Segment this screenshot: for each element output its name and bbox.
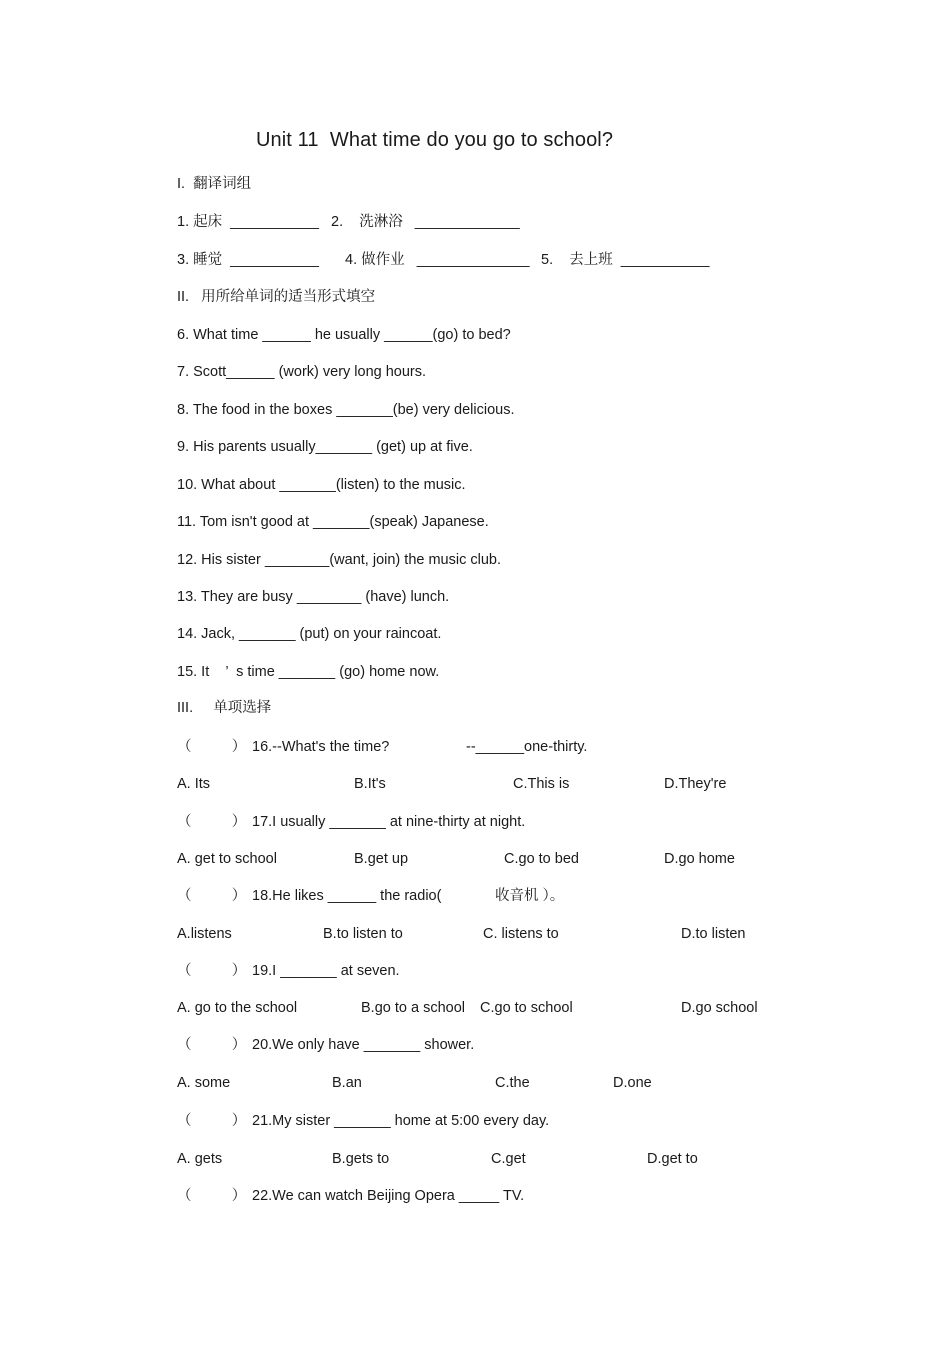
section-heading-fill-in: II. 用所给单词的适当形式填空 — [177, 289, 376, 305]
page-title: Unit 11 What time do you go to school? — [256, 129, 614, 151]
answer-bracket: （ ） — [177, 1113, 247, 1129]
answer-bracket: （ ） — [177, 888, 247, 904]
option-a: A.listens — [177, 926, 232, 942]
option-a: A. some — [177, 1075, 231, 1091]
option-c: C.go to bed — [504, 851, 579, 867]
option-c: C.go to school — [480, 1000, 573, 1016]
question-answer-prompt: --______one-thirty. — [466, 739, 588, 755]
option-d: D.go home — [664, 851, 735, 867]
option-b: B.It's — [354, 776, 386, 792]
answer-bracket: （ ） — [177, 814, 247, 830]
option-d: D.to listen — [681, 926, 746, 942]
question-stem: 16.--What's the time? — [252, 739, 390, 755]
option-a: A. get to school — [177, 851, 277, 867]
question-stem: 22.We can watch Beijing Opera _____ TV. — [252, 1188, 525, 1204]
fill-in-item: 11. Tom isn't good at _______(speak) Japanese. — [177, 514, 489, 530]
translate-item-2: 2. 洗淋浴 _____________ — [331, 214, 520, 230]
option-d: D.go school — [681, 1000, 758, 1016]
option-c: C.This is — [513, 776, 570, 792]
option-d: D.They're — [664, 776, 727, 792]
fill-in-item: 7. Scott______ (work) very long hours. — [177, 364, 427, 380]
fill-in-item: 8. The food in the boxes _______(be) very delicious. — [177, 402, 515, 418]
option-d: D.one — [613, 1075, 652, 1091]
translate-item-5: 5. 去上班 ___________ — [541, 252, 710, 268]
answer-bracket: （ ） — [177, 963, 247, 979]
option-b: B.get up — [354, 851, 409, 867]
fill-in-item: 12. His sister ________(want, join) the music club. — [177, 552, 501, 568]
option-d: D.get to — [647, 1151, 698, 1167]
section-heading-multiple-choice: III. 单项选择 — [177, 700, 272, 716]
option-a: A. Its — [177, 776, 211, 792]
question-note: 收音机 ）。 — [495, 888, 565, 904]
option-b: B.to listen to — [323, 926, 403, 942]
question-stem: 17.I usually _______ at nine-thirty at night. — [252, 814, 526, 830]
translate-item-3: 3. 睡觉 ___________ — [177, 252, 319, 268]
translate-item-1: 1. 起床 ___________ — [177, 214, 319, 230]
fill-in-item: 14. Jack, _______ (put) on your raincoat. — [177, 626, 442, 642]
fill-in-item: 15. It ’ s time _______ (go) home now. — [177, 664, 440, 680]
answer-bracket: （ ） — [177, 1188, 247, 1204]
option-c: C.get — [491, 1151, 526, 1167]
fill-in-item: 10. What about _______(listen) to the music. — [177, 477, 466, 493]
option-b: B.gets to — [332, 1151, 390, 1167]
question-stem: 19.I _______ at seven. — [252, 963, 400, 979]
option-a: A. go to the school — [177, 1000, 298, 1016]
fill-in-item: 13. They are busy ________ (have) lunch. — [177, 589, 450, 605]
question-stem: 18.He likes ______ the radio( — [252, 888, 442, 904]
answer-bracket: （ ） — [177, 1037, 247, 1053]
answer-bracket: （ ） — [177, 739, 247, 755]
question-stem: 20.We only have _______ shower. — [252, 1037, 475, 1053]
fill-in-item: 9. His parents usually_______ (get) up at five. — [177, 439, 473, 455]
option-c: C. listens to — [483, 926, 559, 942]
option-b: B.an — [332, 1075, 362, 1091]
option-a: A. gets — [177, 1151, 223, 1167]
option-b: B.go to a school — [361, 1000, 465, 1016]
fill-in-item: 6. What time ______ he usually ______(go) to bed? — [177, 327, 511, 343]
translate-item-4: 4. 做作业 ______________ — [345, 252, 530, 268]
question-stem: 21.My sister _______ home at 5:00 every day. — [252, 1113, 550, 1129]
option-c: C.the — [495, 1075, 530, 1091]
section-heading-translate: I. 翻译词组 — [177, 176, 252, 192]
